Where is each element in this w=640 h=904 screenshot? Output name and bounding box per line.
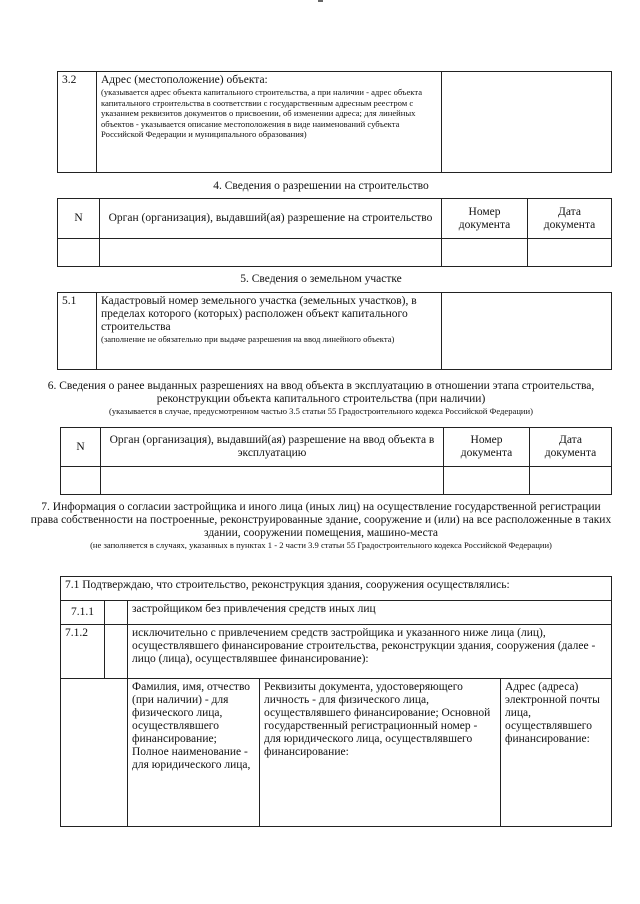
col-organ: Орган (организация), выдавший(ая) разрешение на строительство	[100, 199, 442, 239]
col-fio: Фамилия, имя, отчество (при наличии) - для физического лица, осуществлявшего финансирование; Полное наименование - для юридического лица,	[128, 679, 260, 827]
cadastral-value	[442, 293, 612, 370]
section-7-heading: 7. Информация о согласии застройщика и иного лица (иных лиц) на осуществление государственной регистрации права собственности на построенные, реконструированные здание, сооружение и (или) на все расположенные в таких здании, сооружении помещения, машино-места	[30, 501, 612, 539]
address-label-cell	[97, 72, 442, 173]
col-number: Номер документа	[442, 199, 528, 239]
section-4-title: 4. Сведения о разрешении на строительство	[213, 180, 429, 192]
row-7-1: 7.1 Подтверждаю, что строительство, реконструкция здания, сооружения осуществлялись:	[61, 577, 612, 601]
row-7-1-2-text: исключительно с привлечением средств застройщика и указанного ниже лица (лиц), осуществлявшего финансирование строительства, реконструкции здания, сооружения (далее - лицо (лица), осуществлявшее финансирование):	[128, 625, 612, 679]
address-note: (указывается адрес объекта капитального строительства, а при наличии - адрес объекта капитального строительства в соответствии с государственным адресным реестром с указанием реквизитов документов о присвоении, об изменении адреса; для линейных объектов - указывается описание местоположения в виде наименований субъекта Российской Федерации и муниципального образования)	[101, 87, 423, 139]
row-7-1-1-number: 7.1.1	[61, 601, 105, 625]
section-5-title: 5. Сведения о земельном участке	[240, 273, 402, 285]
address-value	[442, 72, 612, 173]
cell-empty	[61, 467, 101, 495]
address-label: Адрес (местоположение) объекта:	[101, 74, 268, 86]
col-n: N	[61, 428, 101, 467]
section-7-note: (не заполняется в случаях, указанных в пунктах 1 - 2 части 3.9 статьи 55 Градостроительного кодекса Российской Федерации)	[90, 540, 552, 550]
page-top-mark	[318, 0, 323, 2]
row-7-1-1-text: застройщиком без привлечения средств иных лиц	[128, 601, 612, 625]
cell-empty	[61, 679, 128, 827]
checkbox-7-1-1[interactable]	[105, 601, 128, 625]
section-6-heading: 6. Сведения о ранее выданных разрешениях на ввод объекта в эксплуатацию в отношении этапа строительства, реконструкции объекта капитального строительства (при наличии)	[47, 380, 595, 405]
table-3-2	[57, 71, 612, 173]
section-6-title	[30, 380, 612, 417]
row-7-1-2-number: 7.1.2	[61, 625, 105, 679]
col-rekvizity: Реквизиты документа, удостоверяющего личность - для физического лица, осуществлявшего финансирование; Основной государственный регистрационный номер - для юридического лица, осуществлявшего финансирование:	[260, 679, 501, 827]
section-7-title	[30, 501, 612, 551]
cadastral-label: Кадастровый номер земельного участка (земельных участков), в пределах которого (которых) расположен объект капитального строительства	[101, 295, 417, 333]
cell-empty	[528, 239, 612, 267]
checkbox-7-1-2[interactable]	[105, 625, 128, 679]
cell-empty	[442, 239, 528, 267]
table-7-1	[60, 576, 612, 827]
col-n: N	[58, 199, 100, 239]
col-date: Дата документа	[530, 428, 612, 467]
col-email: Адрес (адреса) электронной почты лица, осуществлявшего финансирование:	[501, 679, 612, 827]
section-6-note: (указывается в случае, предусмотренном частью 3.5 статьи 55 Градостроительного кодекса Российской Федерации)	[109, 406, 533, 416]
cell-empty	[101, 467, 444, 495]
col-date: Дата документа	[528, 199, 612, 239]
cell-empty	[444, 467, 530, 495]
row-number: 3.2	[58, 72, 97, 173]
cadastral-note: (заполнение не обязательно при выдаче разрешения на ввод линейного объекта)	[101, 334, 395, 344]
row-number: 5.1	[58, 293, 97, 370]
cell-empty	[530, 467, 612, 495]
col-organ: Орган (организация), выдавший(ая) разрешение на ввод объекта в эксплуатацию	[101, 428, 444, 467]
table-section-6	[60, 427, 612, 495]
cell-empty	[58, 239, 100, 267]
col-number: Номер документа	[444, 428, 530, 467]
cadastral-label-cell	[97, 293, 442, 370]
table-section-4	[57, 198, 612, 267]
cell-empty	[100, 239, 442, 267]
table-section-5	[57, 292, 612, 370]
